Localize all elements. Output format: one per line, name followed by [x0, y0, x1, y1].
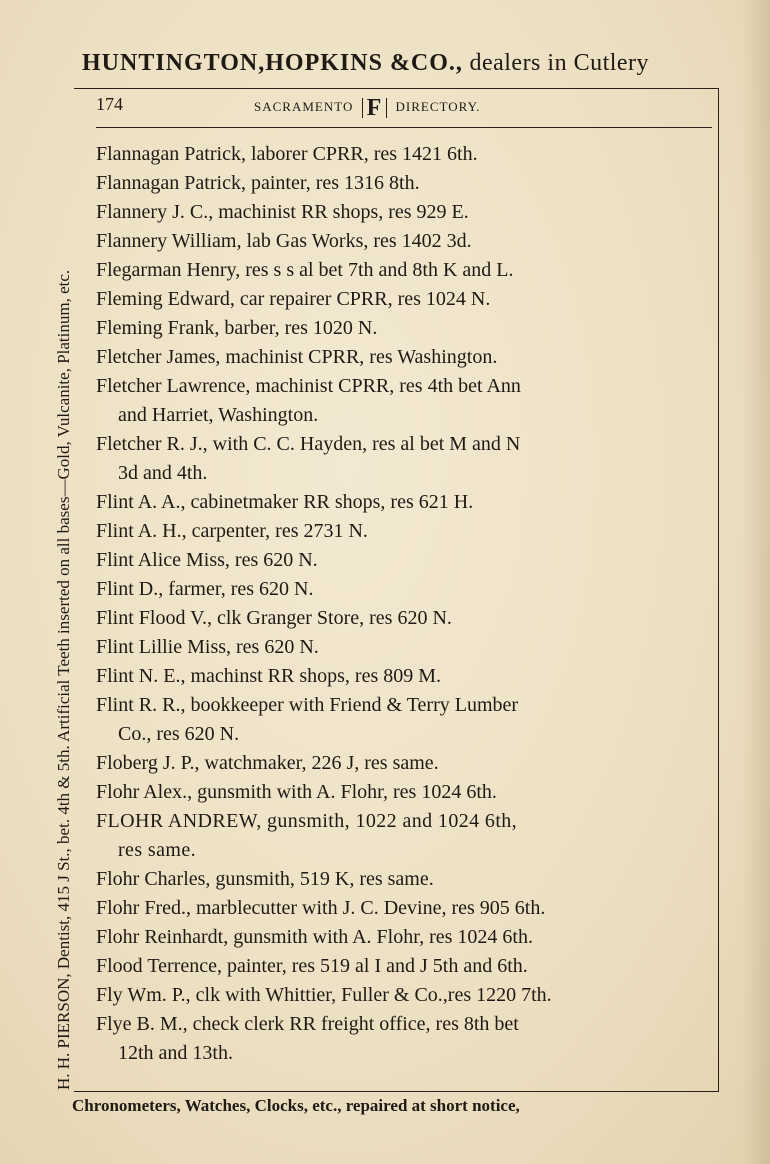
- directory-entry: [96, 894, 708, 923]
- directory-entry: [96, 749, 708, 778]
- entry-line: Flint Alice Miss, res 620 N.: [96, 549, 318, 571]
- entry-line: Fletcher R. J., with C. C. Hayden, res al bet M and N: [96, 433, 521, 455]
- directory-entry: [96, 1010, 708, 1068]
- entry-continuation: Co., res 620 N.: [118, 723, 240, 745]
- entry-line: Floberg J. P., watchmaker, 226 J, res same.: [96, 752, 439, 774]
- entry-line: Flannagan Patrick, laborer CPRR, res 1421 6th.: [96, 143, 478, 165]
- entry-continuation: 12th and 13th.: [118, 1042, 233, 1064]
- page-edge-shadow: [742, 0, 770, 1164]
- directory-entries: [96, 140, 708, 1068]
- directory-entry: [96, 372, 708, 430]
- entry-line: Flint N. E., machinst RR shops, res 809 M.: [96, 665, 442, 687]
- entry-line: Flint Flood V., clk Granger Store, res 620 N.: [96, 607, 452, 629]
- entry-line: Flint Lillie Miss, res 620 N.: [96, 636, 319, 658]
- page-number: 174: [96, 94, 123, 114]
- directory-entry: [96, 517, 708, 546]
- entry-line: Flegarman Henry, res s s al bet 7th and 8th K and L.: [96, 259, 514, 281]
- entry-line: Fleming Edward, car repairer CPRR, res 1024 N.: [96, 288, 491, 310]
- directory-entry: [96, 198, 708, 227]
- entry-line: Flood Terrence, painter, res 519 al I and J 5th and 6th.: [96, 955, 528, 977]
- directory-entry: [96, 807, 708, 865]
- entry-line: FLOHR ANDREW, gunsmith, 1022 and 1024 6th,: [96, 810, 518, 832]
- directory-entry: [96, 256, 708, 285]
- directory-entry: [96, 140, 708, 169]
- directory-entry: [96, 778, 708, 807]
- side-advertisement-banner: H. H. PIERSON, Dentist, 415 J St., bet. 4th & 5th. Artificial Teeth inserted on all bases—Gold, Vulcanite, Platinum, etc.: [54, 269, 73, 1090]
- entry-line: Flint R. R., bookkeeper with Friend & Terry Lumber: [96, 694, 519, 716]
- directory-entry: [96, 923, 708, 952]
- entry-line: Fletcher Lawrence, machinist CPRR, res 4th bet Ann: [96, 375, 521, 397]
- entry-line: Flannagan Patrick, painter, res 1316 8th.: [96, 172, 420, 194]
- entry-line: Flannery J. C., machinist RR shops, res 929 E.: [96, 201, 469, 223]
- directory-entry: [96, 604, 708, 633]
- directory-entry: [96, 314, 708, 343]
- entry-line: Flohr Charles, gunsmith, 519 K, res same.: [96, 868, 434, 890]
- running-head: [254, 95, 481, 121]
- top-banner-text: dealers in Cutlery: [469, 50, 650, 76]
- entry-line: Flohr Alex., gunsmith with A. Flohr, res 1024 6th.: [96, 781, 497, 803]
- top-advertisement-banner: [82, 50, 732, 77]
- entry-line: Flannery William, lab Gas Works, res 1402 3d.: [96, 230, 472, 252]
- directory-entry: [96, 662, 708, 691]
- entry-line: Flye B. M., check clerk RR freight office, res 8th bet: [96, 1013, 519, 1035]
- directory-entry: [96, 546, 708, 575]
- directory-entry: [96, 285, 708, 314]
- entry-line: Flint A. A., cabinetmaker RR shops, res 621 H.: [96, 491, 474, 513]
- directory-entry: [96, 865, 708, 894]
- entry-continuation: res same.: [118, 839, 197, 861]
- entry-line: Flint A. H., carpenter, res 2731 N.: [96, 520, 368, 542]
- entry-line: Flohr Fred., marblecutter with J. C. Devine, res 905 6th.: [96, 897, 546, 919]
- directory-entry: [96, 343, 708, 372]
- directory-entry: [96, 691, 708, 749]
- header-rule: [96, 127, 712, 128]
- directory-entry: [96, 169, 708, 198]
- directory-entry: [96, 488, 708, 517]
- running-head-directory: DIRECTORY.: [395, 98, 481, 114]
- directory-entry: [96, 981, 708, 1010]
- top-banner-firm: HUNTINGTON,HOPKINS &CO.,: [82, 50, 463, 76]
- directory-entry: [96, 633, 708, 662]
- section-letter: F: [362, 98, 388, 118]
- directory-entry: [96, 227, 708, 256]
- directory-entry: [96, 952, 708, 981]
- page-header: [96, 92, 712, 120]
- entry-line: Fleming Frank, barber, res 1020 N.: [96, 317, 378, 339]
- entry-continuation: and Harriet, Washington.: [118, 404, 319, 426]
- entry-line: Fly Wm. P., clk with Whittier, Fuller & Co.,res 1220 7th.: [96, 984, 552, 1006]
- directory-entry: [96, 575, 708, 604]
- bottom-advertisement-banner: Chronometers, Watches, Clocks, etc., repaired at short notice,: [72, 1096, 520, 1115]
- running-head-city: SACRAMENTO: [254, 98, 354, 114]
- entry-continuation: 3d and 4th.: [118, 462, 208, 484]
- entry-line: Flint D., farmer, res 620 N.: [96, 578, 314, 600]
- entry-line: Fletcher James, machinist CPRR, res Washington.: [96, 346, 498, 368]
- directory-entry: [96, 430, 708, 488]
- entry-line: Flohr Reinhardt, gunsmith with A. Flohr, res 1024 6th.: [96, 926, 533, 948]
